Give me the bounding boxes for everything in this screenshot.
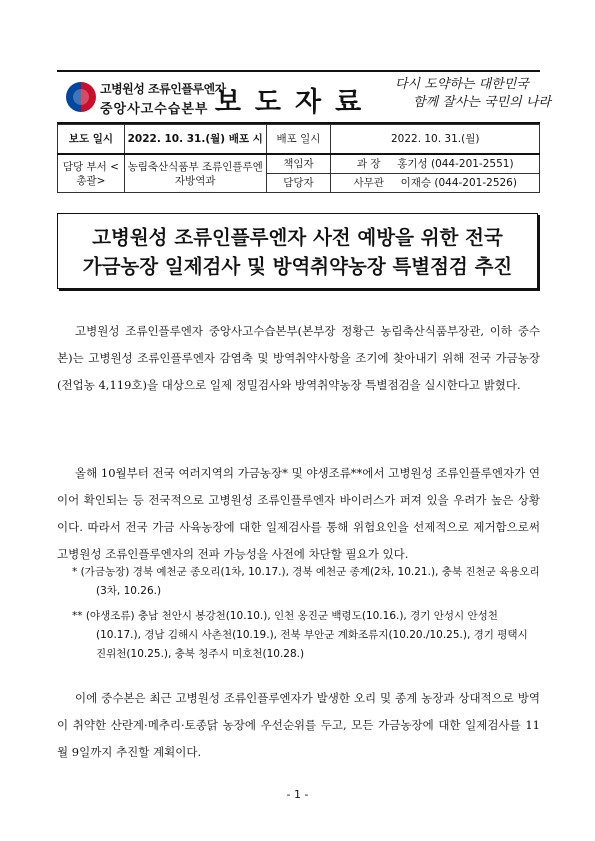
dist-date-label: 배포 일시 — [266, 125, 331, 155]
report-date-value: 2022. 10. 31.(월) 배포 시 — [124, 125, 266, 155]
staff-role: 사무관 — [353, 177, 384, 189]
body-paragraph-3: 이에 중수본은 최근 고병원성 조류인플루엔자가 발생한 오리 및 종계 농장과 상대적으로 방역이 취약한 산란계·메추리·토종닭 농장에 우선순위를 두고, 모든 가금농장에 대한 일제검사를 11월 9일까지 추진할 계획이다. — [57, 691, 540, 759]
press-release-heading: 보도자료 — [214, 87, 376, 118]
headline-line2: 가금농장 일제검사 및 방역취약농장 특별점검 추진 — [82, 255, 513, 278]
slogan-line2: 함께 잘사는 국민의 나라 — [413, 95, 551, 110]
logo-line1: 고병원성 조류인플루엔자 — [100, 82, 226, 96]
headline-line1: 고병원성 조류인플루엔자 사전 예방을 위한 전국 — [92, 226, 503, 249]
body-paragraph-1: 고병원성 조류인플루엔자 중앙사고수습본부(본부장 정황근 농림축산식품부장관, 이하 중수본)는 고병원성 조류인플루엔자 감염축 및 방역취약사항을 조기에 찾아내기 위해 전국 가금농장(전업농 4,119호)을 대상으로 일제 정밀검사와 방역취약농장 특별점검을 실시한다고 밝혔다. — [57, 324, 540, 392]
report-date-label: 보도 일시 — [58, 125, 125, 155]
slogan-line1: 다시 도약하는 대한민국 — [395, 77, 529, 92]
dept-label: 담당 부서 <총괄> — [58, 154, 125, 193]
body-paragraph-2: 올해 10월부터 전국 여러지역의 가금농장* 및 야생조류**에서 고병원성 조류인플루엔자가 연이어 확인되는 등 전국적으로 고병원성 조류인플루엔자 바이러스가 퍼져 있을 우려가 높은 상황이다. 따라서 전국 가금 사육농장에 대한 일제검사를 통해 위험요인을 선제적으로 제거함으로써 고병원성 조류인플루엔자의 전파 가능성을 사전에 차단할 필요가 있다. — [57, 466, 540, 561]
government-slogan — [395, 76, 551, 112]
table-row — [58, 154, 540, 174]
dist-date-value: 2022. 10. 31.(월) — [331, 125, 540, 155]
manager-role: 과 장 — [356, 158, 381, 170]
header-top-rule — [57, 70, 540, 72]
headline-box — [57, 213, 538, 289]
footnote-poultry-farms: * (가금농장) 경북 예천군 종오리(1차, 10.17.), 경북 예천군 종계(2차, 10.21.), 충북 진천군 육용오리(3차, 10.26.) — [72, 566, 540, 597]
manager-cell — [331, 154, 540, 174]
staff-cell — [331, 174, 540, 193]
release-info-table — [57, 124, 540, 193]
logo-line2: 중앙사고수습본부 — [100, 102, 209, 117]
page-number: - 1 - — [286, 788, 309, 801]
manager-contact: 홍기성 (044-201-2551) — [397, 158, 514, 170]
staff-contact: 이재승 (044-201-2526) — [400, 177, 517, 189]
dept-value: 농림축산식품부 조류인플루엔자방역과 — [124, 154, 266, 193]
footnote-wild-birds: ** (야생조류) 충남 천안시 봉강천(10.10.), 인천 옹진군 백령도(10.16.), 경기 안성시 안성천(10.17.), 경남 김해시 사촌천(10.19.), 전북 부안군 계화조류지(10.20./10.25.), 경기 평택시 진위천(10.25.), 충북 청주시 미호천(10.28.) — [72, 610, 528, 660]
taegeuk-emblem-icon — [66, 82, 96, 112]
agency-logo — [64, 78, 226, 118]
manager-label: 책임자 — [266, 154, 331, 174]
staff-label: 담당자 — [266, 174, 331, 193]
table-row — [58, 125, 540, 155]
